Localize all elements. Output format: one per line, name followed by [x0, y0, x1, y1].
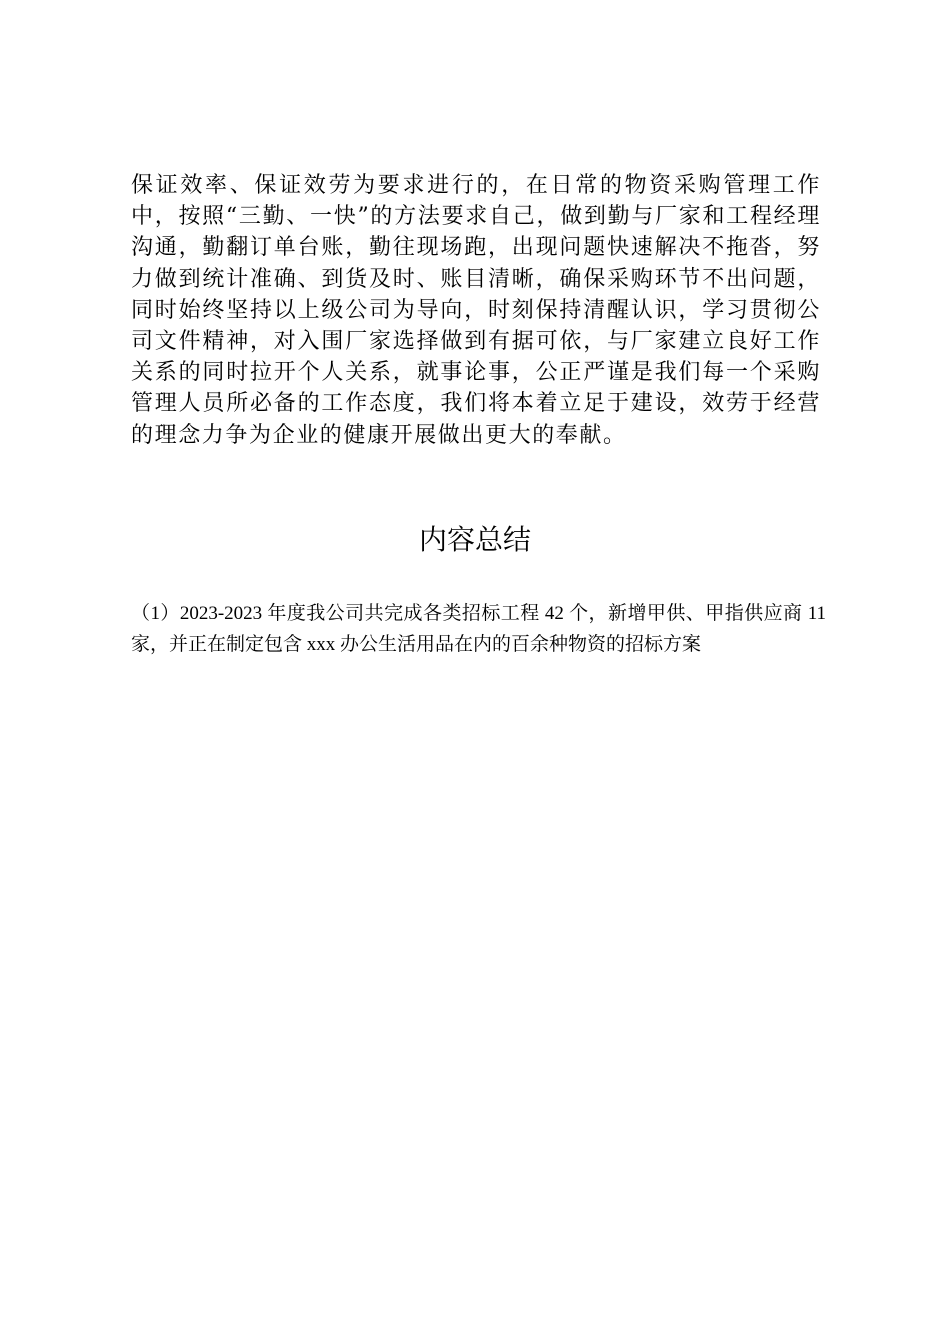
body-paragraph: 保证效率、保证效劳为要求进行的，在日常的物资采购管理工作中，按照“三勤、一快”的方法要求自己，做到勤与厂家和工程经理沟通，勤翻订单台账，勤往现场跑，出现问题快速解决不拖沓，努力做到统计准确、到货及时、账目清晰，确保采购环节不出问题，同时始终坚持以上级公司为导向，时刻保持清醒认识，学习贯彻公司文件精神，对入围厂家选择做到有据可依，与厂家建立良好工作关系的同时拉开个人关系，就事论事，公正严谨是我们每一个采购管理人员所必备的工作态度，我们将本着立足于建设，效劳于经营的理念力争为企业的健康开展做出更大的奉献。 [131, 173, 821, 448]
summary-paragraph: （1）2023-2023 年度我公司共完成各类招标工程 42 个，新增甲供、甲指供应商 11 家，并正在制定包含 xxx 办公生活用品在内的百余种物资的招标方案 [131, 603, 826, 655]
section-heading: 内容总结 [418, 523, 531, 556]
